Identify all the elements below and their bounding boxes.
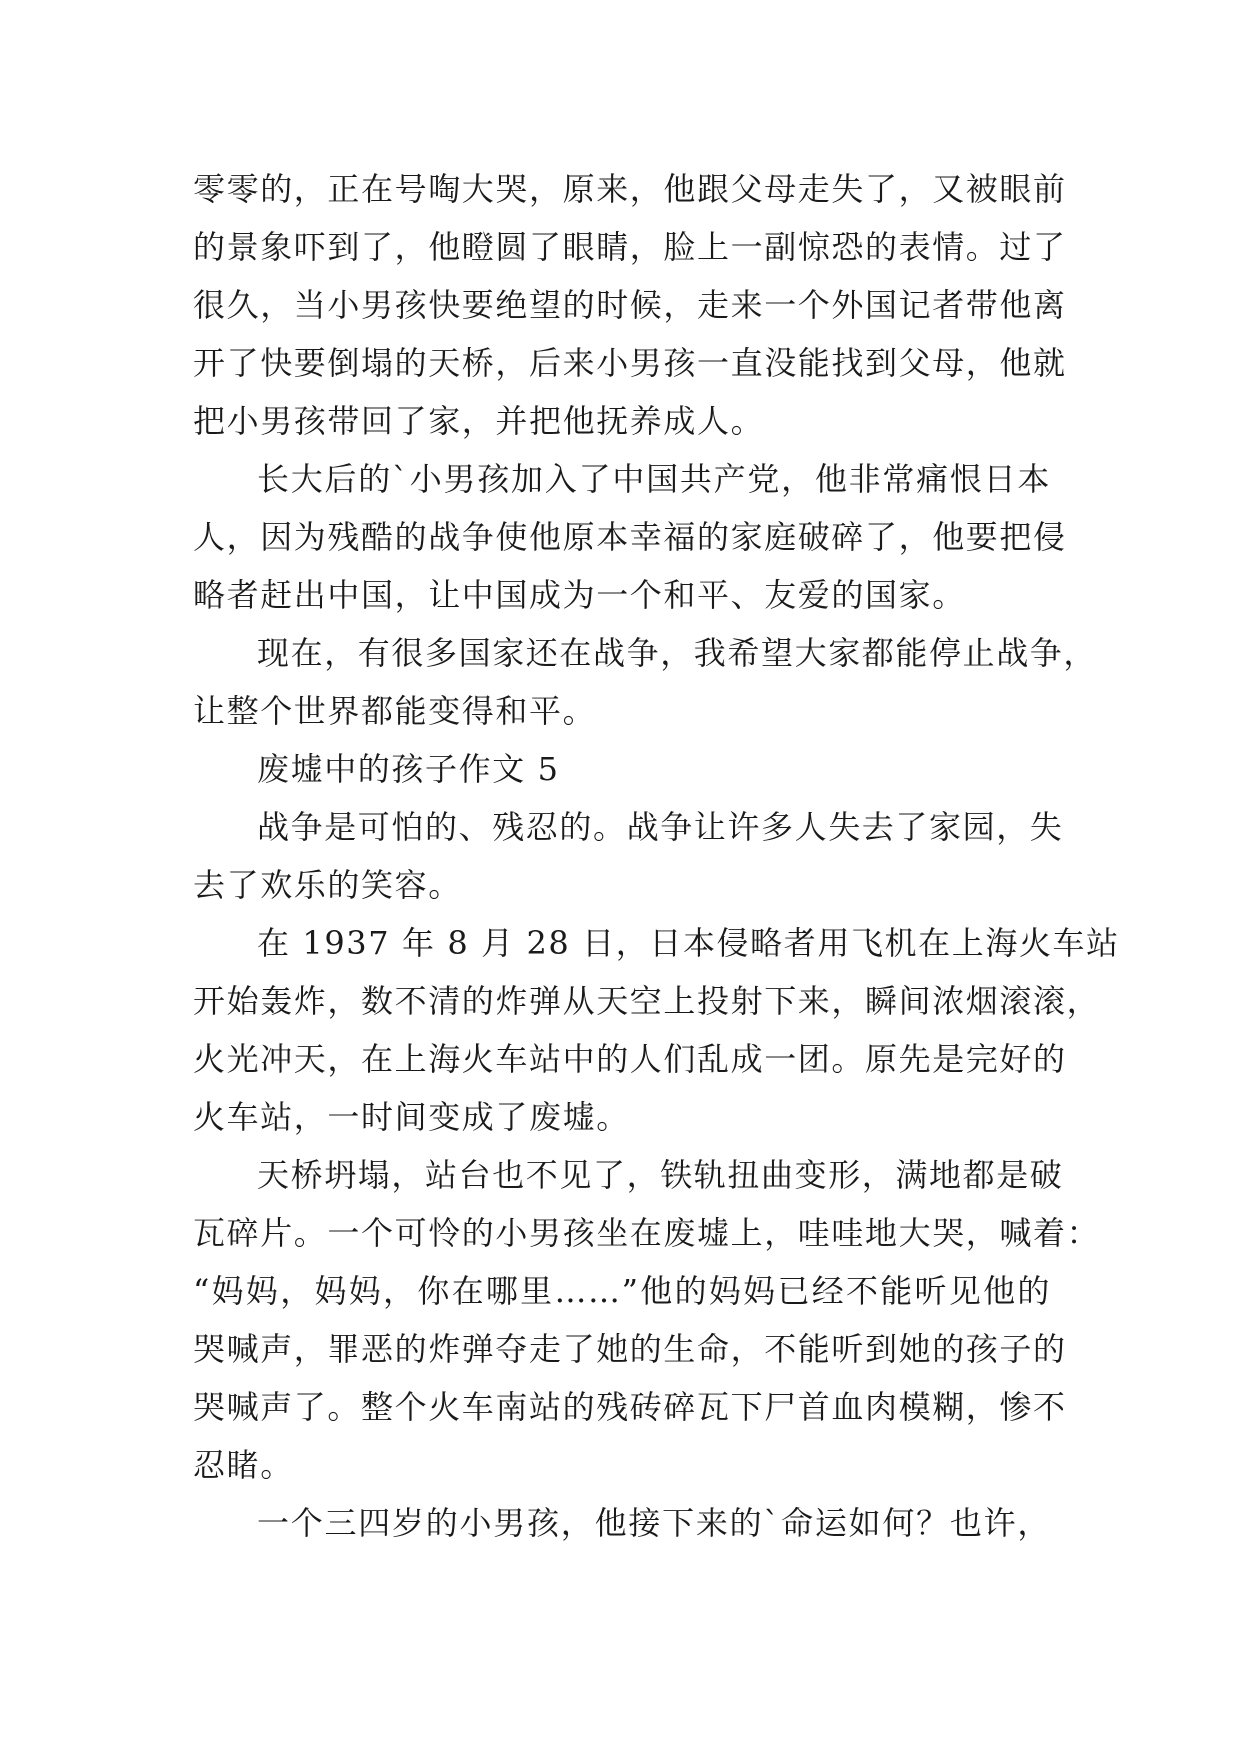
text-line: 废墟中的孩子作文 5 (257, 750, 560, 788)
text-line: 在 1937 年 8 月 28 日，日本侵略者用飞机在上海火车站 (257, 924, 1120, 962)
text-line: “妈妈，妈妈，你在哪里……”他的妈妈已经不能听见他的 (193, 1272, 1051, 1310)
text-line: 人，因为残酷的战争使他原本幸福的家庭破碎了，他要把侵 (193, 518, 1067, 556)
text-line: 去了欢乐的笑容。 (193, 866, 462, 904)
text-line: 开始轰炸，数不清的炸弹从天空上投射下来，瞬间浓烟滚滚， (193, 982, 1101, 1020)
text-line: 忍睹。 (193, 1446, 294, 1484)
text-line: 瓦碎片。一个可怜的小男孩坐在废墟上，哇哇地大哭，喊着： (193, 1214, 1101, 1252)
text-line: 火车站，一时间变成了废墟。 (193, 1098, 630, 1136)
text-line: 的景象吓到了，他瞪圆了眼睛，脸上一副惊恐的表情。过了 (193, 228, 1067, 266)
text-line: 略者赶出中国，让中国成为一个和平、友爱的国家。 (193, 576, 966, 614)
text-line: 零零的，正在号啕大哭，原来，他跟父母走失了，又被眼前 (193, 170, 1067, 208)
text-line: 哭喊声了。整个火车南站的残砖碎瓦下尸首血肉模糊，惨不 (193, 1388, 1067, 1426)
text-line: 一个三四岁的小男孩，他接下来的`命运如何？也许， (257, 1504, 1051, 1542)
text-line: 很久，当小男孩快要绝望的时候，走来一个外国记者带他离 (193, 286, 1067, 324)
text-line: 战争是可怕的、残忍的。战争让许多人失去了家园，失 (257, 808, 1064, 846)
text-line: 把小男孩带回了家，并把他抚养成人。 (193, 402, 765, 440)
text-line: 长大后的`小男孩加入了中国共产党，他非常痛恨日本 (257, 460, 1051, 498)
text-line: 让整个世界都能变得和平。 (193, 692, 597, 730)
text-line: 天桥坍塌，站台也不见了，铁轨扭曲变形，满地都是破 (257, 1156, 1064, 1194)
text-line: 开了快要倒塌的天桥，后来小男孩一直没能找到父母，他就 (193, 344, 1067, 382)
text-line: 哭喊声，罪恶的炸弹夺走了她的生命，不能听到她的孩子的 (193, 1330, 1067, 1368)
essay-text (193, 160, 1120, 1552)
text-line: 火光冲天，在上海火车站中的人们乱成一团。原先是完好的 (193, 1040, 1067, 1078)
text-line: 现在，有很多国家还在战争，我希望大家都能停止战争， (257, 634, 1098, 672)
